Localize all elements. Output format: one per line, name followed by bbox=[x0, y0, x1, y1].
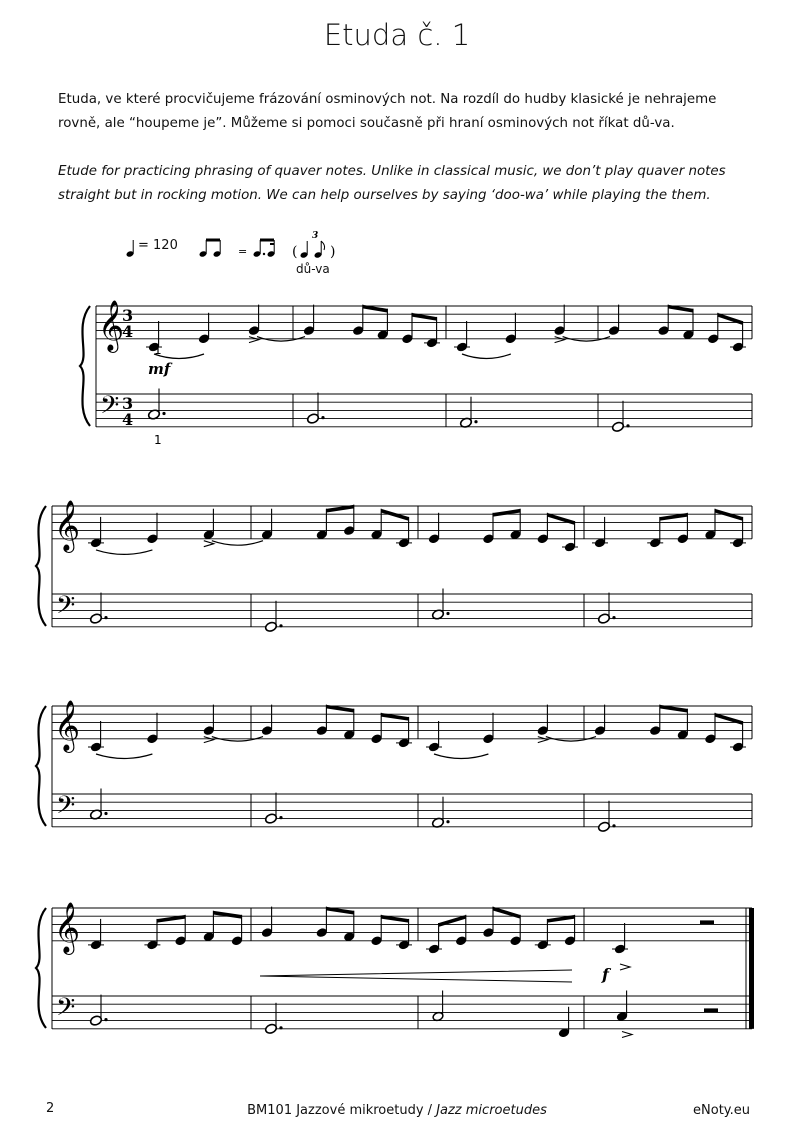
book-title-cz: BM101 Jazzové mikroetudy / bbox=[247, 1103, 437, 1118]
note-beam bbox=[381, 715, 408, 719]
tempo-text: = 120 bbox=[138, 238, 178, 253]
augmentation-dot bbox=[279, 1026, 282, 1029]
dynamic-mark: mf bbox=[148, 360, 171, 378]
rest bbox=[700, 920, 714, 924]
augmentation-dot bbox=[104, 616, 107, 619]
bass-clef-icon: 𝄢 bbox=[56, 591, 76, 626]
note-beam bbox=[363, 307, 388, 311]
brace bbox=[36, 908, 46, 1028]
page-number: 2 bbox=[46, 1101, 55, 1116]
augmentation-dot bbox=[612, 616, 615, 619]
note-beam bbox=[660, 515, 688, 519]
bass-clef-icon: 𝄢 bbox=[100, 391, 120, 426]
augmentation-dot bbox=[446, 820, 449, 823]
augmentation-dot bbox=[279, 816, 282, 819]
intro-english: Etude for practicing phrasing of quaver notes. Unlike in classical music, we don’t play quaver notes straight but in rocking motion. We can help ourselves by saying ‘doo-wa’ while playing the them. bbox=[58, 164, 726, 203]
accent-mark bbox=[204, 541, 214, 547]
footer-book-title bbox=[0, 1103, 794, 1118]
accent-mark bbox=[620, 964, 630, 970]
swing-syllables: dů-va bbox=[296, 262, 330, 276]
accent-mark bbox=[204, 737, 214, 743]
note-beam bbox=[326, 707, 353, 711]
note-beam bbox=[493, 909, 520, 917]
brace bbox=[36, 706, 46, 826]
note-beam bbox=[715, 715, 743, 723]
augmentation-dot bbox=[474, 420, 477, 423]
dynamic-mark: f bbox=[602, 965, 609, 984]
time-signature-bottom: 4 bbox=[122, 322, 134, 341]
accent-mark bbox=[249, 337, 259, 343]
augmentation-dot bbox=[104, 812, 107, 815]
note-beam bbox=[547, 515, 574, 523]
note-beam bbox=[547, 917, 574, 921]
note-beam bbox=[326, 507, 353, 511]
bass-clef-icon: 𝄢 bbox=[56, 791, 76, 826]
note-beam bbox=[718, 315, 743, 323]
fingering: 1 bbox=[154, 433, 162, 447]
paren-left: ( bbox=[292, 244, 298, 260]
intro-czech: Etuda, ve které procvičujeme frázování osminových not. Na rozdíl do hudby klasické je nehrajeme rovně, ale “houpeme je”. Můžeme si pomoci současně při hraní osminových not říkat dů-va. bbox=[58, 92, 717, 131]
tie bbox=[96, 754, 152, 759]
tie bbox=[434, 754, 488, 759]
treble-clef-icon: 𝄞 bbox=[54, 700, 81, 751]
triplet-number: 3 bbox=[312, 231, 319, 241]
time-signature-top: 3 bbox=[122, 306, 134, 325]
augmentation-dot bbox=[446, 612, 449, 615]
treble-clef-icon: 𝄞 bbox=[98, 300, 125, 351]
tie bbox=[96, 550, 152, 555]
augmentation-dot bbox=[626, 424, 629, 427]
final-barline-thick bbox=[749, 908, 754, 1029]
rest bbox=[704, 1008, 718, 1012]
treble-clef-icon: 𝄞 bbox=[54, 500, 81, 551]
note-beam bbox=[381, 917, 408, 921]
brace bbox=[80, 306, 90, 426]
note-beam bbox=[326, 909, 353, 913]
note-beam bbox=[412, 315, 437, 319]
crescendo-hairpin bbox=[260, 970, 572, 982]
note-beam bbox=[660, 707, 688, 711]
tie bbox=[462, 354, 511, 359]
dot bbox=[263, 253, 265, 255]
augmentation-dot bbox=[279, 624, 282, 627]
note-beam bbox=[157, 917, 185, 921]
augmentation-dot bbox=[612, 824, 615, 827]
accent-mark bbox=[538, 737, 548, 743]
book-title-en: Jazz microetudes bbox=[436, 1103, 547, 1118]
time-signature-bottom: 4 bbox=[122, 410, 134, 429]
accent-mark bbox=[555, 337, 565, 343]
augmentation-dot bbox=[321, 416, 324, 419]
note-beam bbox=[668, 307, 693, 311]
publisher-site: eNoty.eu bbox=[693, 1103, 750, 1118]
note-beam bbox=[439, 917, 466, 925]
equals-sign: = bbox=[238, 245, 248, 258]
brace bbox=[36, 506, 46, 626]
bass-clef-icon: 𝄢 bbox=[56, 993, 76, 1028]
note-beam bbox=[381, 511, 408, 519]
page-title: Etuda č. 1 bbox=[323, 18, 471, 52]
augmentation-dot bbox=[162, 412, 165, 415]
augmentation-dot bbox=[104, 1018, 107, 1021]
treble-clef-icon: 𝄞 bbox=[54, 902, 81, 953]
accent-mark bbox=[622, 1032, 632, 1038]
paren-right: ) bbox=[330, 244, 336, 260]
time-signature-top: 3 bbox=[122, 394, 134, 413]
fingering: 1 bbox=[154, 343, 162, 357]
note-beam bbox=[715, 511, 743, 519]
tie bbox=[212, 541, 263, 546]
